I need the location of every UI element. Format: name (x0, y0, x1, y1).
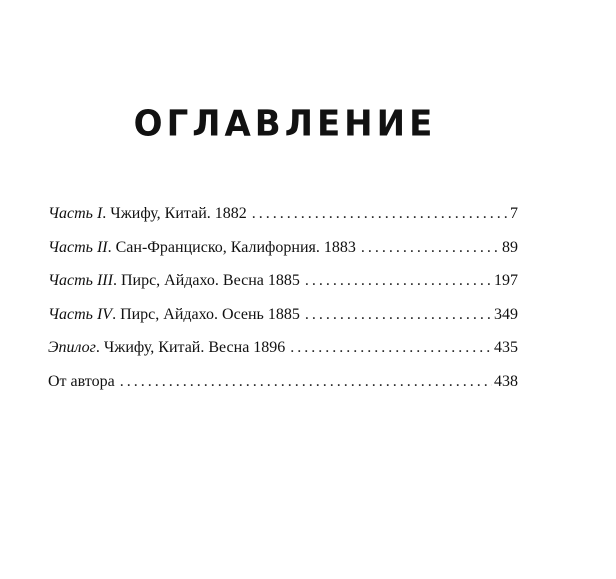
toc-part-label: Часть III (48, 272, 113, 289)
toc-entry-part-4 (48, 301, 518, 335)
page-title: ОГЛАВЛЕНИЕ (133, 103, 437, 145)
toc-entry-title: . Пирс, Айдахо. Весна 1885 (112, 272, 300, 289)
toc-entry-part-1 (48, 200, 518, 234)
toc-entry-epilogue (48, 334, 518, 368)
toc-page-number: 7 (510, 205, 518, 222)
toc-entry-title: От автора (48, 372, 115, 390)
toc-page-number: 89 (502, 238, 518, 256)
toc-page-number: 438 (494, 372, 518, 390)
toc-entry-title: . Чжифу, Китай. Весна 1896 (95, 339, 286, 356)
toc-entry-part-2 (48, 234, 518, 268)
toc-entry-part-3 (48, 267, 518, 301)
toc-entry-author-note (48, 368, 518, 402)
toc-entry-title: . Сан-Франциско, Калифорния. 1883 (107, 238, 356, 256)
toc-page-number: 435 (494, 339, 518, 356)
toc-entry-title: . Чжифу, Китай. 1882 (102, 205, 247, 222)
toc-dot-leader (120, 368, 492, 396)
toc-dot-leader (305, 301, 492, 329)
toc-dot-leader (252, 200, 508, 228)
toc-dot-leader (361, 234, 500, 262)
toc-part-label: Часть I (48, 205, 103, 222)
toc-dot-leader (305, 267, 492, 295)
toc-entry-title: . Пирс, Айдахо. Осень 1885 (112, 305, 300, 323)
toc-part-label: Часть IV (48, 305, 113, 323)
toc-part-label: Эпилог (48, 339, 96, 356)
table-of-contents (48, 200, 518, 401)
toc-dot-leader (290, 334, 492, 362)
toc-page-number: 349 (494, 305, 518, 323)
toc-page-number: 197 (494, 272, 518, 289)
toc-part-label: Часть II (48, 238, 108, 256)
